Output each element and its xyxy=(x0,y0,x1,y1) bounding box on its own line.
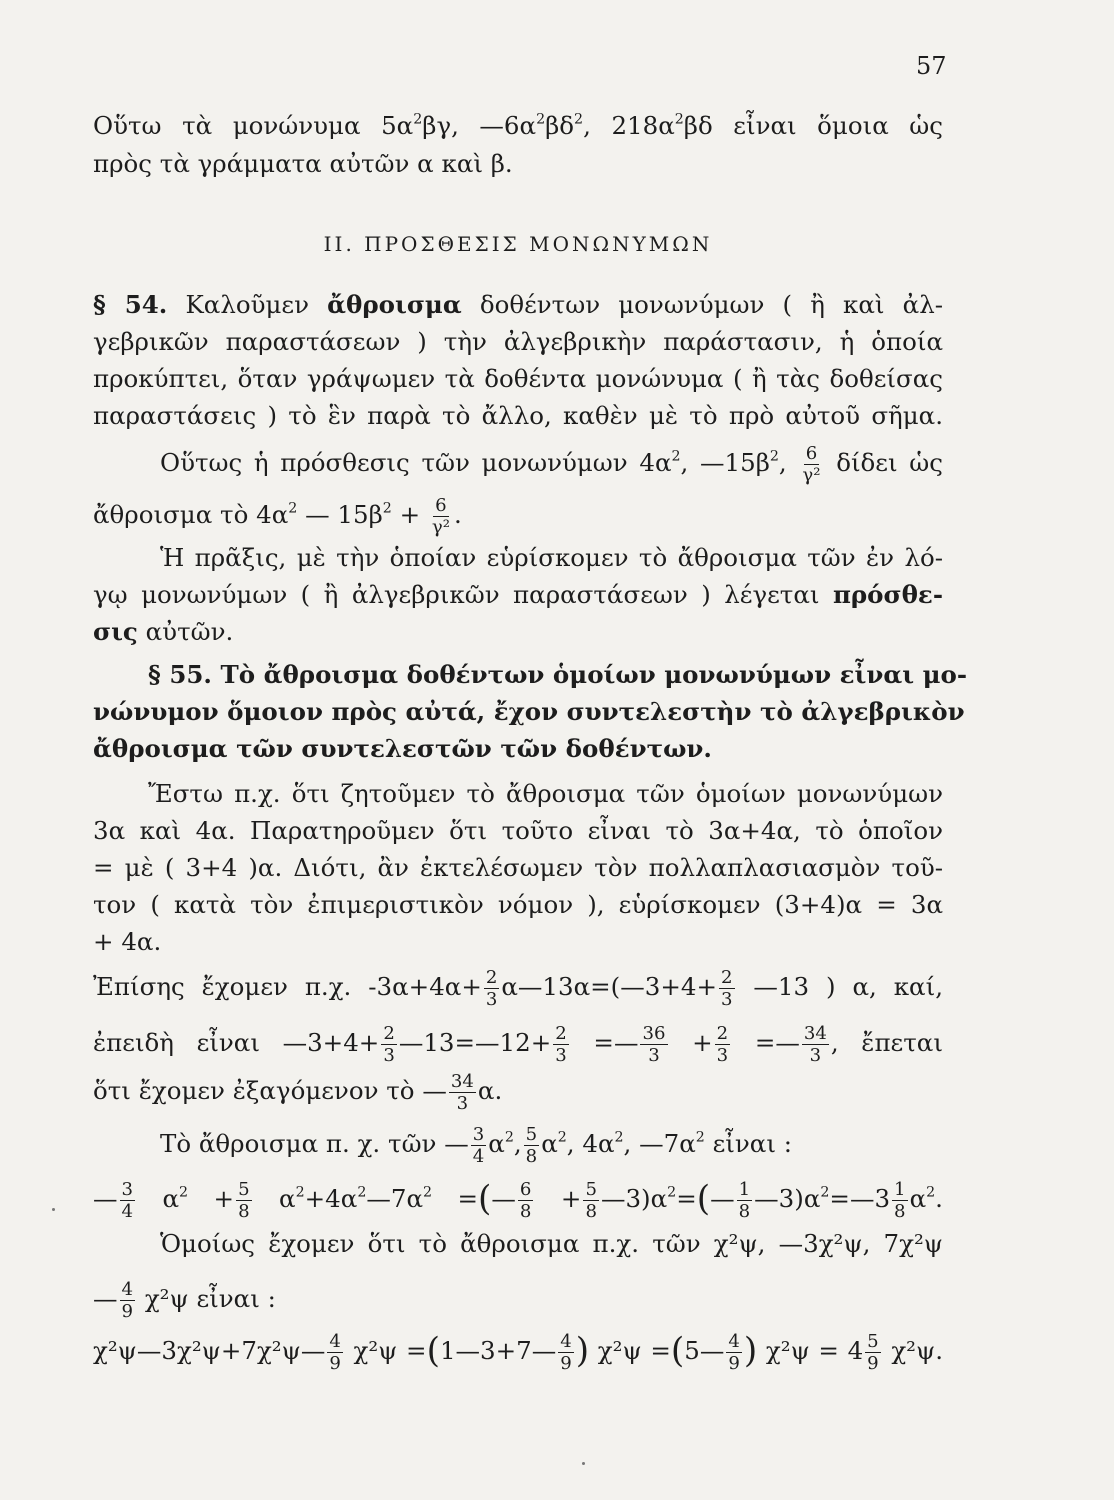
s54-line-1: § 54. Καλοῦμεν ἄθροισμα δοθέντων μονωνύμων ( ἢ καὶ ἀλ- xyxy=(93,290,944,319)
s54-line-6: ἄθροισμα τὸ $4\alpha^2$ — $15\beta^2$ + $\frac{6}{\text{γ²}}$ . xyxy=(93,495,462,539)
s54-line-2: γεβρικῶν παραστάσεων ) τὴν ἀλγεβρικὴν παράστασιν, ἡ ὁποία xyxy=(93,327,943,356)
s55-line-11: ὅτι ἔχομεν ἐξαγόμενον τὸ — $\frac{34}{3}$ α. xyxy=(93,1071,503,1115)
fraction: $\frac{3}{4}$ xyxy=(121,1179,134,1223)
s55-theorem-line-1: § 55. Τὸ ἄθροισμα δοθέντων ὁμοίων μονωνύμων εἶναι μο- xyxy=(148,660,968,689)
fraction: $\frac{6}{\text{γ²}}$ xyxy=(802,443,821,487)
fraction: $\frac{4}{9}$ xyxy=(560,1331,572,1375)
intro-line-1: Οὕτω τὰ μονώνυμα $5\alpha^2\beta\gamma$, $—6\alpha^2\beta\delta^2$, $218\alpha^2\beta\delta$ εἶναι ὅμοια ὡς xyxy=(93,111,944,140)
fraction: $\frac{2}{3}$ xyxy=(383,1023,395,1067)
fraction: $\frac{36}{3}$ xyxy=(642,1023,666,1067)
s54-line-9: σις αὐτῶν. xyxy=(93,617,234,646)
s55-line-5: 3α καὶ 4α. Παρατηροῦμεν ὅτι τοῦτο εἶναι τὸ 3α+4α, τὸ ὁποῖον xyxy=(93,816,943,845)
print-speck xyxy=(582,1462,585,1465)
section-heading: II. ΠΡΟΣΘΕΣΙΣ ΜΟΝΩΝΥΜΩΝ xyxy=(323,232,713,256)
print-speck xyxy=(52,1208,55,1211)
s55-theorem-line-2: νώνυμον ὅμοιον πρὸς αὐτά, ἔχον συντελεστὴν τὸ ἀλγεβρικὸν xyxy=(93,697,965,726)
s54-line-8: γῳ μονωνύμων ( ἢ ἀλγεβρικῶν παραστάσεων ) λέγεται πρόσθε- xyxy=(93,580,943,609)
s55-theorem-line-3: ἄθροισμα τῶν συντελεστῶν τῶν δοθέντων. xyxy=(93,734,712,763)
fraction: $\frac{34}{3}$ xyxy=(450,1071,474,1115)
s55-line-8: + 4α. xyxy=(93,927,162,956)
s55-line-4: Ἔστω π.χ. ὅτι ζητοῦμεν τὸ ἄθροισμα τῶν ὁμοίων μονωνύμων xyxy=(148,779,943,808)
fraction: $\frac{4}{9}$ xyxy=(329,1331,341,1375)
s55-line-6: = μὲ ( 3+4 )α. Διότι, ἂν ἐκτελέσωμεν τὸν πολλαπλασιασμὸν τοῦ- xyxy=(93,853,943,882)
fraction: $\frac{3}{4}$ xyxy=(472,1124,485,1168)
fraction: $\frac{6}{\text{γ²}}$ xyxy=(431,495,450,539)
s55-line-9: Ἐπίσης ἔχομεν π.χ. -3α+4α+ $\frac{2}{3}$ α—13α=(—3+4+ $\frac{2}{3}$ —13 ) α, καί, xyxy=(93,967,943,1011)
s55-line-7: τον ( κατὰ τὸν ἐπιμεριστικὸν νόμον ), εὑρίσκομεν (3+4)α = 3α xyxy=(93,890,943,919)
page-number: 57 xyxy=(916,52,947,80)
s54-line-7: Ἡ πρᾶξις, μὲ τὴν ὁποίαν εὑρίσκομεν τὸ ἄθροισμα τῶν ἐν λό- xyxy=(160,543,943,572)
s55-line-10: ἐπειδὴ εἶναι —3+4+ $\frac{2}{3}$ —13=—12+ $\frac{2}{3}$ =— $\frac{36}{3}$ + $\frac{2}{3}$ =— $\frac{34}{3}$ , ἔπεται xyxy=(93,1023,943,1067)
fraction: $\frac{34}{3}$ xyxy=(803,1023,827,1067)
s54-line-3: προκύπτει, ὅταν γράψωμεν τὰ δοθέντα μονώνυμα ( ἢ τὰς δοθείσας xyxy=(93,364,943,393)
fraction: $\frac{4}{9}$ xyxy=(728,1331,740,1375)
fraction: $\frac{2}{3}$ xyxy=(716,1023,729,1067)
fraction: $\frac{2}{3}$ xyxy=(555,1023,567,1067)
fraction: $\frac{5}{8}$ xyxy=(525,1124,538,1168)
fraction: $\frac{1}{8}$ xyxy=(894,1179,906,1223)
fraction: $\frac{2}{3}$ xyxy=(720,967,733,1011)
fraction: $\frac{2}{3}$ xyxy=(485,967,498,1011)
s54-line-4: παραστάσεις ) τὸ ἓν παρὰ τὸ ἄλλο, καθὲν μὲ τὸ πρὸ αὐτοῦ σῆμα. xyxy=(93,401,943,430)
intro-line-2: πρὸς τὰ γράμματα αὐτῶν α καὶ β. xyxy=(93,149,513,178)
fraction: $\frac{5}{9}$ xyxy=(867,1331,879,1375)
example-line-1: Τὸ ἄθροισμα π. χ. τῶν — $\frac{3}{4}$ $\alpha^2$, $\frac{5}{8}$ $\alpha^2$, $4\alpha^2$, $—7\alpha^2$ εἶναι : xyxy=(160,1124,792,1168)
fraction: $\frac{1}{8}$ xyxy=(738,1179,751,1223)
example-line-5: χ²ψ—3χ²ψ+7χ²ψ— $\frac{4}{9}$ χ²ψ =(1—3+7— $\frac{4}{9}$ ) χ²ψ =(5— $\frac{4}{9}$ ) χ²ψ = 4 $\frac{5}{9}$ χ²ψ. xyxy=(93,1330,944,1375)
example-line-2: — $\frac{3}{4}$ $\alpha^2$ + $\frac{5}{8}$ $\alpha^2+4\alpha^2—7\alpha^2$ =(— $\frac{6}{8}$ + $\frac{5}{8}$ $—3)\alpha^2=(—$ $\frac{1}{8}$ $—3)\alpha^2=—3$ $\frac{1}{8}$ $\alpha^2$. xyxy=(93,1178,943,1223)
s54-line-5: Οὕτως ἡ πρόσθεσις τῶν μονωνύμων $4\alpha^2$, $—15\beta^2$, $\frac{6}{\text{γ²}}$ δίδει ὡς xyxy=(160,443,943,487)
fraction: $\frac{5}{8}$ xyxy=(585,1179,597,1223)
fraction: $\frac{6}{8}$ xyxy=(519,1179,532,1223)
example-line-4: — $\frac{4}{9}$ χ²ψ εἶναι : xyxy=(93,1279,276,1323)
example-line-3: Ὁμοίως ἔχομεν ὅτι τὸ ἄθροισμα π.χ. τῶν χ²ψ, —3χ²ψ, 7χ²ψ xyxy=(160,1229,943,1258)
fraction: $\frac{5}{8}$ xyxy=(238,1179,250,1223)
fraction: $\frac{4}{9}$ xyxy=(121,1279,134,1323)
